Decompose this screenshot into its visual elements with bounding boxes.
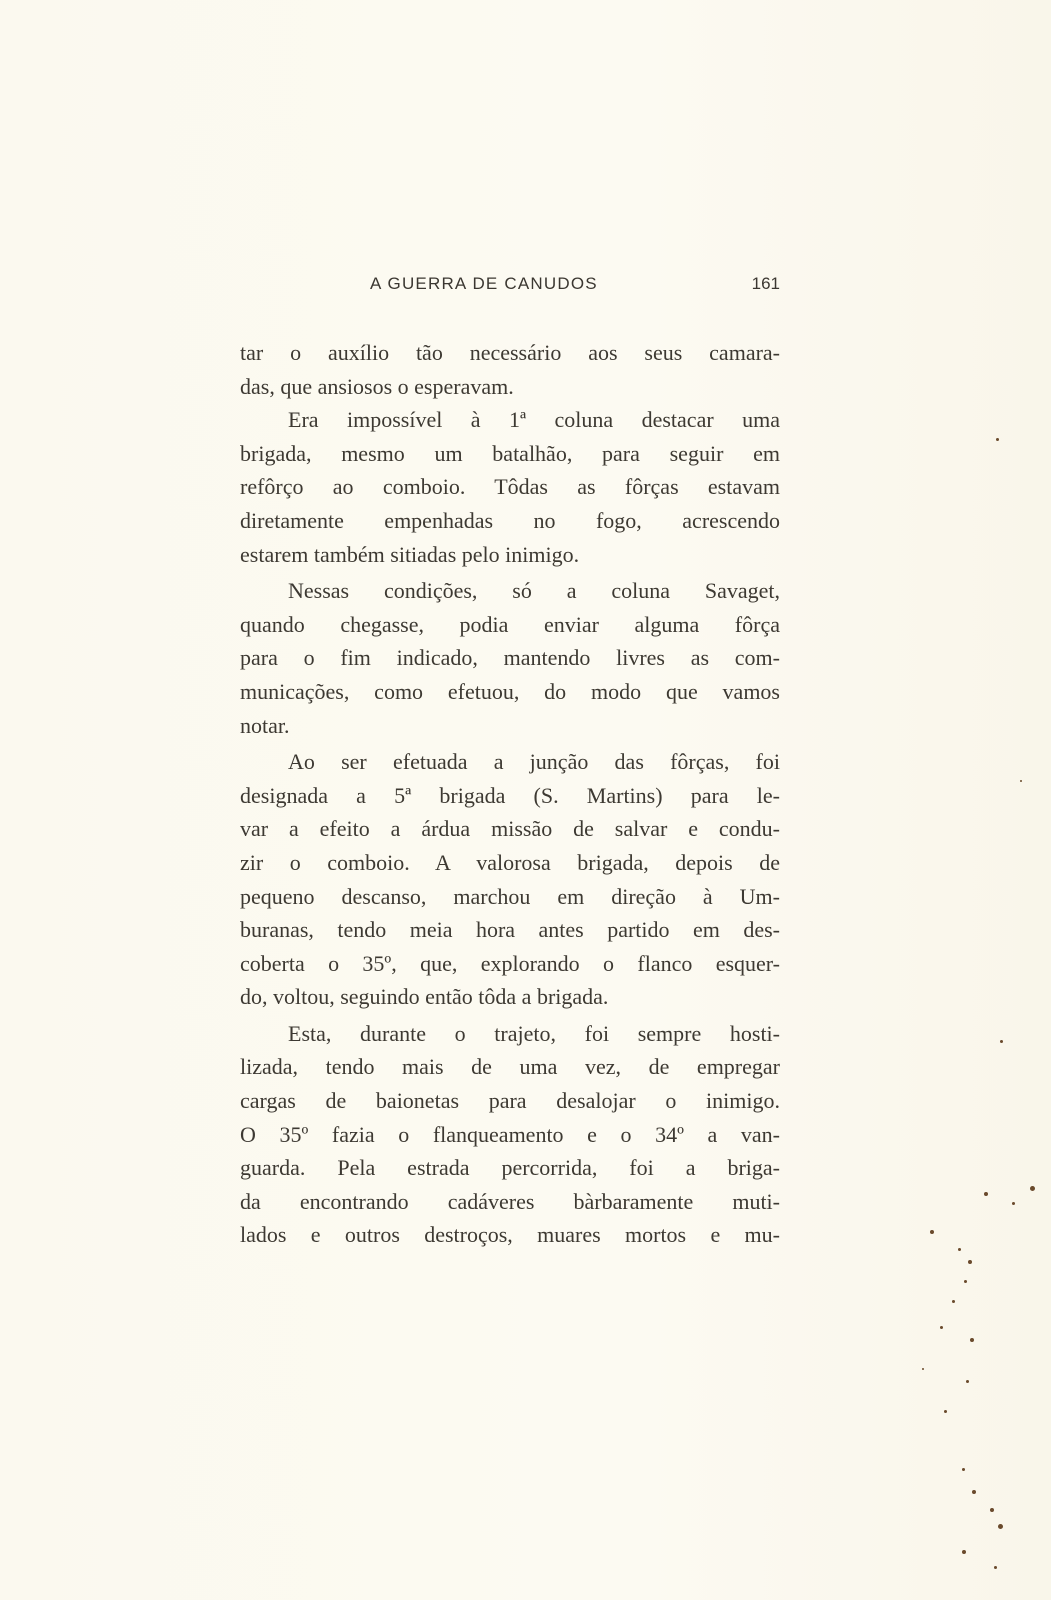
foxing-spot (990, 1508, 994, 1512)
running-title: A GUERRA DE CANUDOS (370, 274, 598, 293)
text-line: buranas, tendo meia hora antes partido em des- (240, 917, 780, 943)
foxing-spot (1030, 1186, 1035, 1191)
text-line: cargas de baionetas para desalojar o inimigo. (240, 1088, 780, 1114)
paragraph (240, 336, 780, 403)
foxing-spot (1000, 1040, 1003, 1043)
foxing-spot (944, 1410, 947, 1413)
paragraph (240, 1017, 780, 1252)
body-text (240, 336, 780, 1252)
text-line: da encontrando cadáveres bàrbaramente muti- (240, 1188, 780, 1214)
page-number: 161 (751, 274, 780, 293)
text-line: tar o auxílio tão necessário aos seus camara- (240, 340, 780, 365)
text-line: zir o comboio. A valorosa brigada, depois de (240, 849, 780, 875)
foxing-spot (964, 1280, 967, 1283)
text-line: O 35º fazia o flanqueamento e o 34º a van- (240, 1121, 780, 1147)
foxing-spot (958, 1248, 961, 1251)
text-line: das, que ansiosos o esperavam. (240, 373, 514, 399)
paragraph (240, 574, 780, 742)
foxing-spot (940, 1326, 943, 1329)
page-header (240, 274, 780, 304)
foxing-spot (1020, 780, 1022, 782)
text-line: quando chegasse, podia enviar alguma fôrça (240, 611, 780, 637)
text-line: diretamente empenhadas no fogo, acrescendo (240, 507, 780, 533)
text-line: Era impossível à 1ª coluna destacar uma (288, 407, 780, 433)
text-line: para o fim indicado, mantendo livres as com- (240, 645, 780, 671)
foxing-spot (1012, 1202, 1015, 1205)
text-line: lados e outros destroços, muares mortos e mu- (240, 1222, 780, 1248)
foxing-spot (994, 1566, 997, 1569)
foxing-spot (952, 1300, 955, 1303)
paragraph (240, 403, 780, 571)
text-line: Ao ser efetuada a junção das fôrças, foi (288, 749, 780, 775)
foxing-spot (962, 1550, 966, 1554)
foxing-spot (984, 1192, 988, 1196)
text-line: var a efeito a árdua missão de salvar e condu- (240, 816, 780, 842)
text-line: brigada, mesmo um batalhão, para seguir em (240, 440, 780, 466)
foxing-spot (922, 1368, 924, 1370)
text-line: guarda. Pela estrada percorrida, foi a briga- (240, 1155, 780, 1181)
text-line: refôrço ao comboio. Tôdas as fôrças estavam (240, 474, 780, 500)
text-line: Nessas condições, só a coluna Savaget, (288, 578, 780, 604)
foxing-spot (972, 1490, 976, 1494)
text-line: designada a 5ª brigada (S. Martins) para le- (240, 782, 780, 808)
text-line: municações, como efetuou, do modo que vamos (240, 678, 780, 704)
text-line: coberta o 35º, que, explorando o flanco esquer- (240, 950, 780, 976)
foxing-spot (970, 1338, 974, 1342)
foxing-spot (996, 438, 999, 441)
foxing-spot (968, 1260, 972, 1264)
foxing-spot (962, 1468, 965, 1471)
text-line: notar. (240, 712, 290, 738)
foxing-spot (930, 1230, 934, 1234)
text-line: do, voltou, seguindo então tôda a brigada. (240, 984, 609, 1010)
foxing-spot (998, 1524, 1003, 1529)
foxing-spots (900, 80, 1051, 1600)
paragraph (240, 745, 780, 1014)
text-line: Esta, durante o trajeto, foi sempre hosti- (288, 1020, 780, 1046)
text-line: pequeno descanso, marchou em direção à Um- (240, 883, 780, 909)
text-line: lizada, tendo mais de uma vez, de empregar (240, 1054, 780, 1080)
foxing-spot (966, 1380, 969, 1383)
text-line: estarem também sitiadas pelo inimigo. (240, 541, 580, 567)
